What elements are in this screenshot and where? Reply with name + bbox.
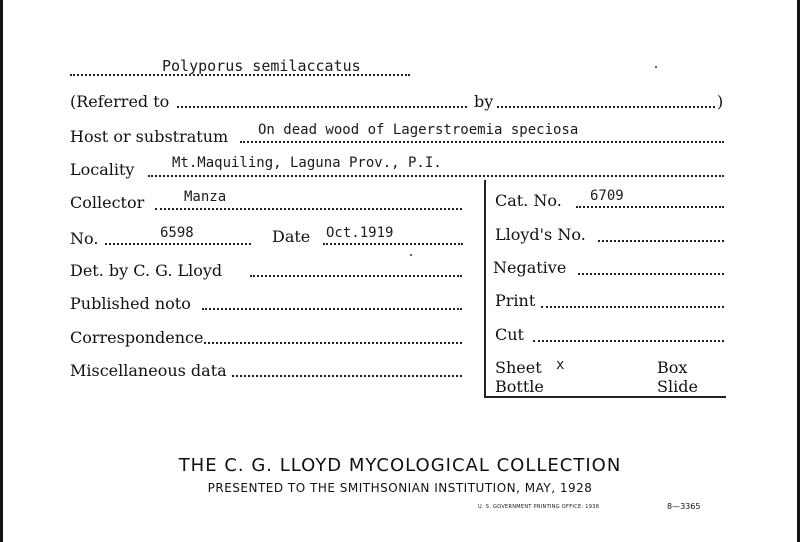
specimen-name: Polyporus semilaccatus	[162, 57, 361, 75]
misc-label: Miscellaneous data	[70, 361, 227, 380]
specimen-name-line	[70, 74, 410, 76]
host-value: On dead wood of Lagerstroemia speciosa	[258, 122, 579, 138]
no-line	[105, 243, 251, 245]
collector-line	[155, 208, 462, 210]
sheet-mark: x	[556, 357, 565, 373]
cut-line	[533, 340, 724, 342]
det-by-label: Det. by C. G. Lloyd	[70, 261, 223, 280]
correspondence-label: Correspondence	[70, 328, 204, 347]
host-label: Host or substratum	[70, 127, 229, 146]
date-line	[323, 243, 463, 245]
locality-line	[148, 175, 724, 177]
lloyds-no-label: Lloyd's No.	[495, 225, 586, 244]
host-line	[240, 141, 724, 143]
cat-no-line	[576, 206, 724, 208]
locality-value: Mt.Maquiling, Laguna Prov., P.I.	[172, 155, 442, 171]
locality-label: Locality	[70, 160, 135, 179]
cat-no-value: 6709	[590, 188, 624, 204]
right-box-bottom-line	[484, 396, 726, 398]
sheet-label: Sheet	[495, 358, 542, 377]
bottle-label: Bottle	[495, 377, 544, 396]
close-paren: )	[717, 92, 724, 111]
published-line	[202, 308, 462, 310]
by-line	[497, 106, 715, 108]
printing-office-note: U. S. GOVERNMENT PRINTING OFFICE: 1938	[478, 504, 600, 510]
print-line	[541, 306, 724, 308]
by-label: by	[474, 92, 494, 111]
cat-no-label: Cat. No.	[495, 191, 562, 210]
date-label: Date	[272, 227, 311, 246]
box-label: Box	[657, 358, 688, 377]
referred-to-label: (Referred to	[70, 92, 170, 111]
form-number: 8—3365	[667, 502, 701, 511]
collection-subtitle: PRESENTED TO THE SMITHSONIAN INSTITUTION, MAY, 1928	[207, 481, 593, 495]
published-label: Published noto	[70, 294, 191, 313]
det-by-line	[250, 275, 462, 277]
no-label: No.	[70, 229, 99, 248]
negative-label: Negative	[493, 258, 567, 277]
no-value: 6598	[160, 225, 194, 241]
lloyds-no-line	[598, 240, 724, 242]
negative-line	[578, 273, 724, 275]
print-label: Print	[495, 291, 536, 310]
date-value: Oct.1919	[326, 225, 394, 241]
right-box-vertical-line	[484, 180, 486, 398]
cut-label: Cut	[495, 325, 524, 344]
speck	[410, 254, 412, 256]
collector-label: Collector	[70, 193, 145, 212]
collection-title: THE C. G. LLOYD MYCOLOGICAL COLLECTION	[178, 455, 622, 476]
referred-to-line	[177, 106, 467, 108]
misc-line	[232, 375, 462, 377]
collector-value: Manza	[184, 189, 227, 205]
speck	[655, 66, 657, 68]
correspondence-line	[204, 342, 462, 344]
slide-label: Slide	[657, 377, 698, 396]
